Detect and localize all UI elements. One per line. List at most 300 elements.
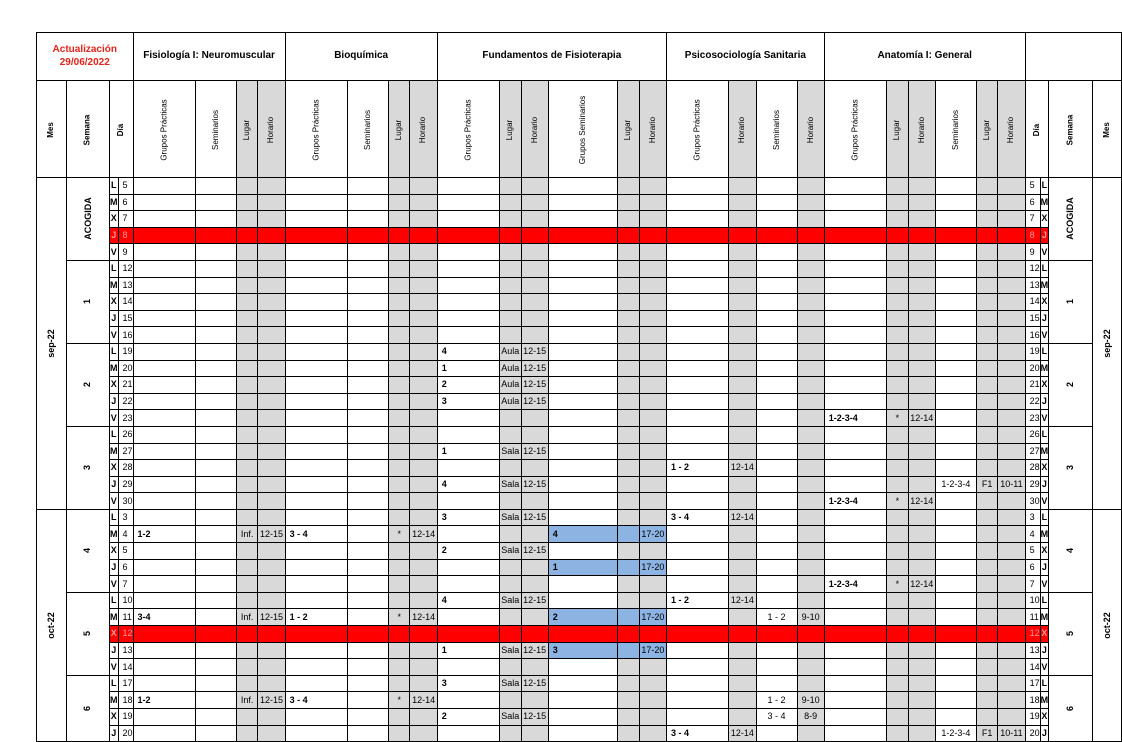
subject-header: Bioquímica <box>285 33 437 81</box>
schedule-cell <box>756 493 797 510</box>
schedule-cell <box>500 659 521 676</box>
schedule-cell <box>908 343 935 360</box>
schedule-cell <box>258 476 285 493</box>
schedule-cell <box>976 460 997 477</box>
schedule-cell <box>389 227 410 244</box>
daynum-cell-right: 7 <box>1025 211 1040 228</box>
weekday-cell: X <box>110 460 119 477</box>
weekday-cell: L <box>110 592 119 609</box>
schedule-cell <box>437 260 499 277</box>
schedule-cell <box>976 393 997 410</box>
schedule-cell: Inf. <box>236 692 257 709</box>
right-subheader <box>1092 81 1122 178</box>
schedule-cell: Sala <box>500 509 521 526</box>
schedule-cell <box>797 426 824 443</box>
schedule-cell <box>824 609 886 626</box>
schedule-cell <box>437 310 499 327</box>
schedule-cell <box>236 277 257 294</box>
schedule-cell <box>195 659 236 676</box>
schedule-cell <box>437 460 499 477</box>
schedule-cell <box>133 244 195 261</box>
schedule-cell <box>908 360 935 377</box>
daynum-cell-right: 16 <box>1025 327 1040 344</box>
schedule-cell <box>285 460 347 477</box>
schedule-cell <box>195 576 236 593</box>
schedule-cell: Sala <box>500 476 521 493</box>
schedule-cell <box>347 327 388 344</box>
schedule-cell <box>618 509 639 526</box>
schedule-cell <box>437 410 499 427</box>
schedule-cell <box>639 194 666 211</box>
schedule-cell <box>998 443 1025 460</box>
schedule-cell <box>389 244 410 261</box>
weekday-cell: X <box>110 294 119 311</box>
schedule-cell <box>618 559 639 576</box>
subheader-text: Grupos Seminarios <box>578 95 588 164</box>
schedule-cell <box>437 178 499 195</box>
schedule-cell <box>347 476 388 493</box>
subheader-text: Horario <box>737 116 747 143</box>
table-row <box>37 377 1122 394</box>
schedule-cell <box>500 294 521 311</box>
schedule-cell <box>195 476 236 493</box>
schedule-cell <box>347 543 388 560</box>
schedule-cell <box>285 294 347 311</box>
schedule-cell <box>410 377 437 394</box>
schedule-cell <box>666 178 728 195</box>
schedule-cell <box>437 493 499 510</box>
schedule-table <box>36 32 1122 742</box>
schedule-cell <box>908 526 935 543</box>
schedule-cell <box>258 410 285 427</box>
schedule-cell <box>437 227 499 244</box>
schedule-cell <box>908 277 935 294</box>
schedule-cell <box>824 377 886 394</box>
schedule-cell <box>410 244 437 261</box>
schedule-cell <box>437 277 499 294</box>
subheader-text: Mes <box>1101 121 1111 138</box>
schedule-cell <box>887 377 908 394</box>
daynum-cell: 10 <box>118 592 133 609</box>
schedule-cell <box>639 626 666 643</box>
schedule-cell <box>824 675 886 692</box>
schedule-cell <box>285 592 347 609</box>
schedule-cell <box>410 211 437 228</box>
subheader-text: Día <box>116 123 126 136</box>
daynum-cell-right: 18 <box>1025 692 1040 709</box>
weekday-cell: J <box>110 642 119 659</box>
schedule-cell <box>618 443 639 460</box>
column-subheader <box>618 81 639 178</box>
weekday-cell: M <box>110 526 119 543</box>
schedule-cell <box>756 327 797 344</box>
update-date: 29/06/2022 <box>59 56 110 68</box>
schedule-cell <box>998 609 1025 626</box>
schedule-cell <box>236 443 257 460</box>
schedule-cell <box>908 609 935 626</box>
schedule-cell <box>666 443 728 460</box>
schedule-cell <box>410 194 437 211</box>
schedule-cell <box>389 294 410 311</box>
schedule-cell <box>797 592 824 609</box>
table-row <box>37 626 1122 643</box>
schedule-cell <box>639 659 666 676</box>
weekday-cell: V <box>110 410 119 427</box>
column-subheader <box>998 81 1025 178</box>
schedule-cell <box>729 244 756 261</box>
month-label: sep-22 <box>1101 329 1112 358</box>
schedule-cell: Inf. <box>236 526 257 543</box>
schedule-cell: * <box>887 493 908 510</box>
schedule-cell <box>618 725 639 742</box>
schedule-cell <box>887 709 908 726</box>
schedule-cell <box>347 526 388 543</box>
schedule-cell <box>998 526 1025 543</box>
schedule-cell <box>666 211 728 228</box>
daynum-cell-right: 27 <box>1025 443 1040 460</box>
schedule-cell <box>976 410 997 427</box>
schedule-cell <box>666 410 728 427</box>
schedule-cell <box>548 327 617 344</box>
weekday-cell-right: L <box>1040 178 1049 195</box>
schedule-cell <box>618 609 639 626</box>
schedule-cell <box>998 576 1025 593</box>
schedule-cell <box>976 244 997 261</box>
schedule-cell <box>935 626 976 643</box>
schedule-cell <box>729 393 756 410</box>
schedule-cell <box>998 277 1025 294</box>
table-row <box>37 592 1122 609</box>
schedule-cell <box>976 559 997 576</box>
schedule-cell <box>639 410 666 427</box>
schedule-cell <box>729 294 756 311</box>
schedule-cell <box>133 675 195 692</box>
schedule-cell <box>976 327 997 344</box>
daynum-cell-right: 20 <box>1025 725 1040 742</box>
schedule-cell <box>548 460 617 477</box>
schedule-cell <box>976 277 997 294</box>
schedule-cell <box>935 709 976 726</box>
schedule-cell <box>236 725 257 742</box>
schedule-cell <box>824 178 886 195</box>
schedule-cell <box>548 194 617 211</box>
schedule-cell <box>666 393 728 410</box>
schedule-cell <box>666 294 728 311</box>
schedule-cell <box>976 343 997 360</box>
schedule-cell <box>756 659 797 676</box>
schedule-cell: 3 - 4 <box>666 509 728 526</box>
schedule-cell <box>887 194 908 211</box>
schedule-cell <box>521 659 548 676</box>
daynum-cell: 30 <box>118 493 133 510</box>
schedule-cell <box>258 659 285 676</box>
daynum-cell: 23 <box>118 410 133 427</box>
column-subheader <box>410 81 437 178</box>
week-cell <box>66 675 110 741</box>
schedule-cell: * <box>389 692 410 709</box>
daynum-cell-right: 28 <box>1025 460 1040 477</box>
month-label: oct-22 <box>1101 612 1112 639</box>
schedule-cell <box>389 443 410 460</box>
schedule-cell <box>410 559 437 576</box>
subheader-text: Lugar <box>892 119 902 140</box>
schedule-cell <box>824 277 886 294</box>
month-label: sep-22 <box>45 329 56 358</box>
schedule-cell: Sala <box>500 543 521 560</box>
schedule-cell <box>437 526 499 543</box>
schedule-cell: 12-14 <box>908 493 935 510</box>
schedule-cell <box>500 526 521 543</box>
schedule-cell <box>548 360 617 377</box>
schedule-cell <box>195 642 236 659</box>
subheader-text: Grupos Prácticas <box>850 98 860 161</box>
schedule-cell <box>389 576 410 593</box>
schedule-cell <box>976 178 997 195</box>
left-subheader <box>66 81 110 178</box>
schedule-cell <box>285 509 347 526</box>
schedule-cell <box>935 443 976 460</box>
schedule-cell <box>258 310 285 327</box>
table-row <box>37 260 1122 277</box>
right-subheader <box>1025 81 1049 178</box>
schedule-cell: * <box>389 526 410 543</box>
schedule-cell <box>729 410 756 427</box>
schedule-cell: 1 - 2 <box>756 692 797 709</box>
schedule-cell <box>824 659 886 676</box>
weekday-cell-right: X <box>1040 709 1049 726</box>
schedule-cell <box>824 692 886 709</box>
schedule-cell <box>908 626 935 643</box>
schedule-cell <box>258 460 285 477</box>
week-cell <box>66 592 110 675</box>
schedule-cell <box>347 493 388 510</box>
daynum-cell: 29 <box>118 476 133 493</box>
schedule-cell <box>887 460 908 477</box>
schedule-cell <box>618 675 639 692</box>
schedule-cell <box>824 460 886 477</box>
schedule-cell <box>908 244 935 261</box>
schedule-cell <box>639 294 666 311</box>
daynum-cell-right: 14 <box>1025 659 1040 676</box>
week-cell <box>66 509 110 592</box>
schedule-cell <box>521 227 548 244</box>
schedule-cell <box>195 260 236 277</box>
table-row <box>37 493 1122 510</box>
schedule-cell <box>285 277 347 294</box>
schedule-cell <box>729 443 756 460</box>
weekday-cell-right: L <box>1040 675 1049 692</box>
schedule-cell: 1 <box>437 642 499 659</box>
schedule-cell <box>756 476 797 493</box>
schedule-cell <box>639 476 666 493</box>
schedule-cell <box>548 576 617 593</box>
schedule-cell <box>133 476 195 493</box>
schedule-cell <box>410 675 437 692</box>
weekday-cell: X <box>110 626 119 643</box>
schedule-cell <box>639 426 666 443</box>
schedule-cell <box>236 244 257 261</box>
schedule-cell <box>236 294 257 311</box>
schedule-cell <box>410 543 437 560</box>
schedule-cell <box>500 277 521 294</box>
schedule-cell <box>258 277 285 294</box>
schedule-cell <box>285 493 347 510</box>
table-row <box>37 211 1122 228</box>
table-row <box>37 393 1122 410</box>
weekday-cell: M <box>110 609 119 626</box>
schedule-cell <box>285 543 347 560</box>
subheader-text: Horario <box>529 116 539 143</box>
schedule-cell <box>998 377 1025 394</box>
schedule-cell <box>618 526 639 543</box>
schedule-cell <box>548 393 617 410</box>
schedule-cell: 4 <box>437 592 499 609</box>
schedule-cell <box>976 576 997 593</box>
schedule-cell <box>437 294 499 311</box>
schedule-cell <box>236 260 257 277</box>
column-subheader <box>236 81 257 178</box>
week-cell <box>66 426 110 509</box>
schedule-cell <box>935 576 976 593</box>
schedule-cell <box>500 227 521 244</box>
schedule-cell <box>797 360 824 377</box>
column-subheader <box>437 81 499 178</box>
schedule-cell <box>500 410 521 427</box>
schedule-cell <box>639 360 666 377</box>
schedule-cell <box>976 526 997 543</box>
schedule-cell <box>258 709 285 726</box>
schedule-cell <box>500 178 521 195</box>
schedule-cell <box>236 675 257 692</box>
schedule-cell <box>756 194 797 211</box>
schedule-cell <box>976 227 997 244</box>
daynum-cell: 7 <box>118 211 133 228</box>
schedule-cell <box>347 443 388 460</box>
daynum-cell: 20 <box>118 725 133 742</box>
schedule-cell <box>347 277 388 294</box>
schedule-cell <box>824 194 886 211</box>
schedule-cell <box>548 310 617 327</box>
schedule-cell <box>521 626 548 643</box>
schedule-cell <box>347 559 388 576</box>
schedule-cell <box>998 675 1025 692</box>
schedule-cell <box>285 178 347 195</box>
schedule-cell: 3 - 4 <box>285 692 347 709</box>
schedule-cell <box>998 460 1025 477</box>
schedule-cell <box>521 559 548 576</box>
week-cell <box>66 343 110 426</box>
schedule-cell <box>908 659 935 676</box>
subheader-text: Grupos Prácticas <box>692 98 702 161</box>
schedule-cell <box>887 476 908 493</box>
schedule-cell <box>756 426 797 443</box>
schedule-cell: 1-2 <box>133 526 195 543</box>
daynum-cell-right: 15 <box>1025 310 1040 327</box>
schedule-cell <box>548 178 617 195</box>
schedule-cell <box>389 725 410 742</box>
schedule-cell <box>998 543 1025 560</box>
schedule-cell <box>347 460 388 477</box>
schedule-cell <box>437 327 499 344</box>
schedule-cell <box>548 227 617 244</box>
schedule-cell: Sala <box>500 443 521 460</box>
schedule-cell <box>258 725 285 742</box>
schedule-cell <box>729 327 756 344</box>
schedule-cell <box>756 360 797 377</box>
schedule-cell <box>639 675 666 692</box>
schedule-cell <box>797 277 824 294</box>
schedule-cell <box>935 310 976 327</box>
right-header-blank <box>1025 33 1122 81</box>
schedule-cell <box>285 260 347 277</box>
schedule-cell <box>824 709 886 726</box>
schedule-cell <box>618 310 639 327</box>
week-cell <box>66 260 110 343</box>
schedule-cell <box>797 642 824 659</box>
schedule-cell <box>548 260 617 277</box>
daynum-cell: 21 <box>118 377 133 394</box>
week-label: 2 <box>1064 382 1075 388</box>
column-subheader <box>666 81 728 178</box>
schedule-cell <box>133 509 195 526</box>
schedule-cell <box>618 227 639 244</box>
schedule-cell: 9-10 <box>797 609 824 626</box>
schedule-cell <box>410 460 437 477</box>
weekday-cell-right: J <box>1040 310 1049 327</box>
schedule-cell <box>729 426 756 443</box>
daynum-cell-right: 17 <box>1025 675 1040 692</box>
schedule-cell <box>618 543 639 560</box>
schedule-cell <box>887 343 908 360</box>
schedule-cell <box>347 260 388 277</box>
schedule-cell <box>729 227 756 244</box>
daynum-cell: 17 <box>118 675 133 692</box>
week-label: ACOGIDA <box>82 197 93 241</box>
schedule-cell <box>258 642 285 659</box>
schedule-cell <box>976 211 997 228</box>
schedule-cell <box>500 725 521 742</box>
schedule-cell <box>887 642 908 659</box>
weekday-cell: V <box>110 327 119 344</box>
schedule-cell <box>729 493 756 510</box>
schedule-cell <box>500 260 521 277</box>
schedule-cell <box>666 377 728 394</box>
table-row <box>37 543 1122 560</box>
schedule-cell <box>195 178 236 195</box>
schedule-cell: 12-14 <box>410 609 437 626</box>
weekday-cell: J <box>110 393 119 410</box>
schedule-cell <box>389 659 410 676</box>
schedule-cell <box>729 277 756 294</box>
schedule-cell <box>133 327 195 344</box>
daynum-cell-right: 5 <box>1025 543 1040 560</box>
schedule-cell <box>389 377 410 394</box>
schedule-cell <box>236 227 257 244</box>
schedule-cell <box>998 211 1025 228</box>
schedule-cell <box>887 509 908 526</box>
schedule-cell <box>389 178 410 195</box>
schedule-cell <box>548 343 617 360</box>
schedule-cell <box>729 178 756 195</box>
schedule-cell <box>908 675 935 692</box>
schedule-cell <box>824 360 886 377</box>
daynum-cell: 6 <box>118 559 133 576</box>
schedule-cell <box>729 692 756 709</box>
schedule-cell <box>500 626 521 643</box>
table-row <box>37 227 1122 244</box>
schedule-cell <box>347 576 388 593</box>
schedule-cell <box>756 294 797 311</box>
